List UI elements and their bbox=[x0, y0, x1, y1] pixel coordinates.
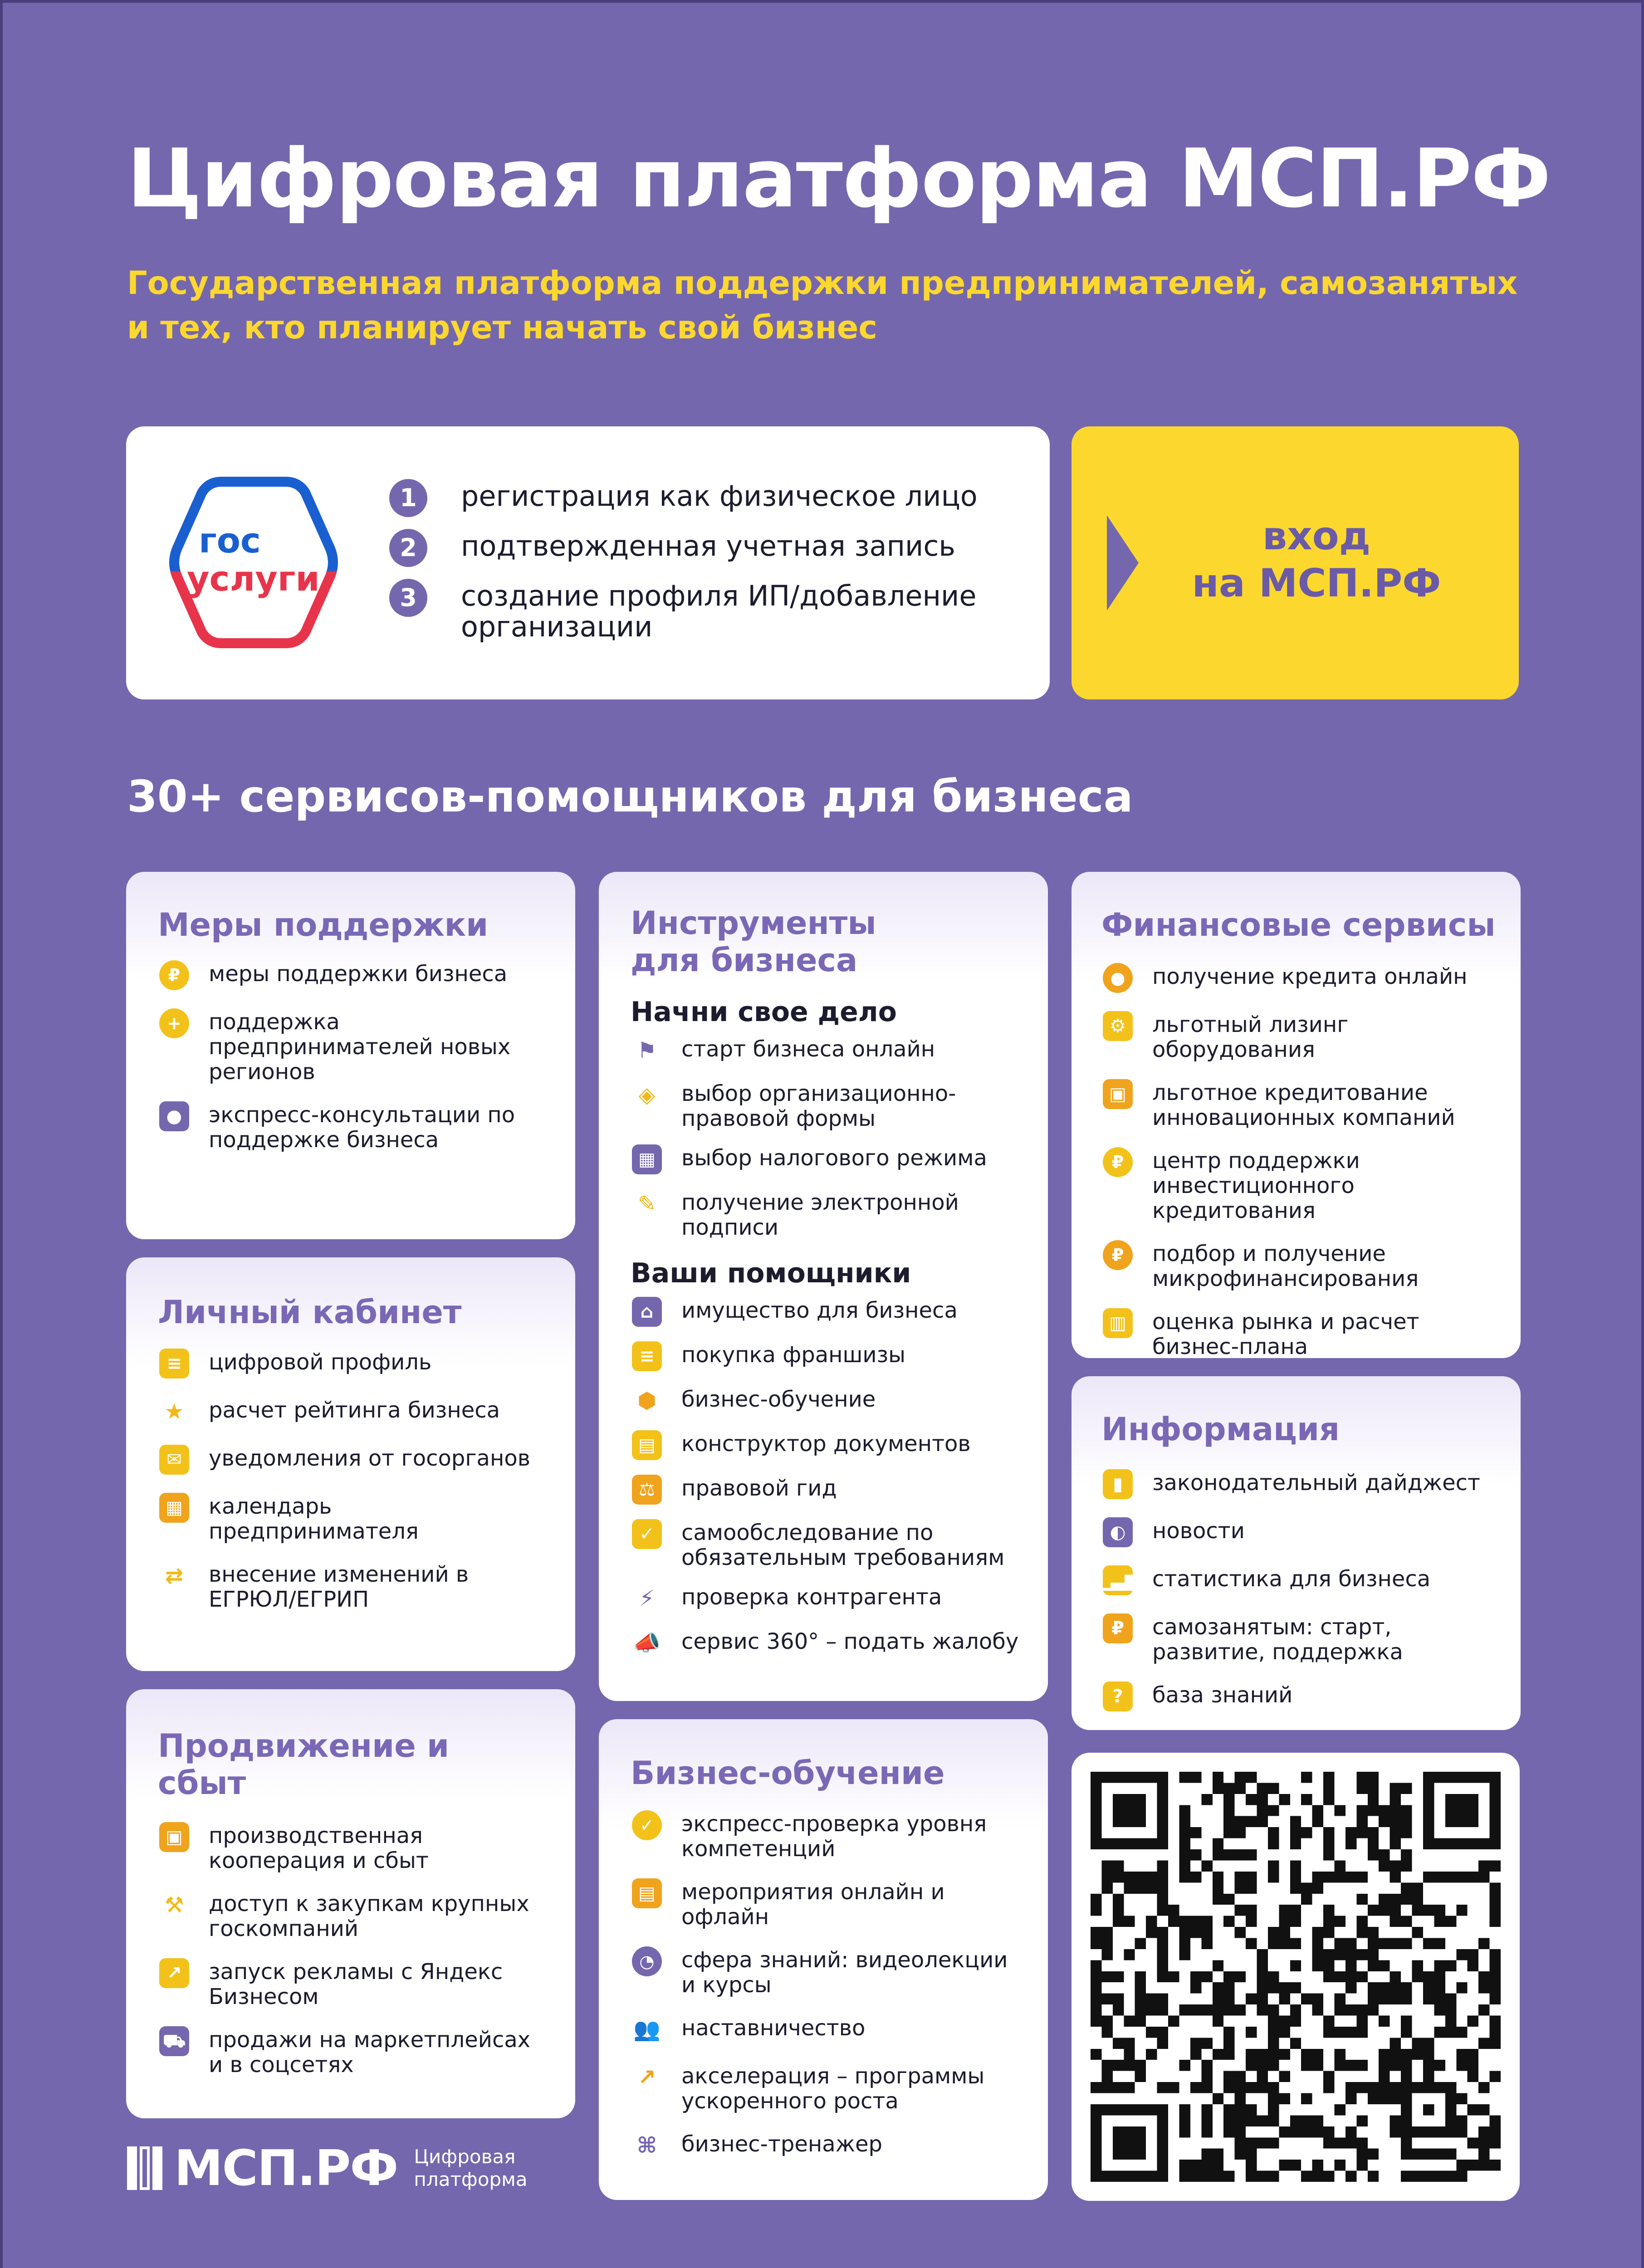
gosuslugi-logo-line2: услуги bbox=[187, 558, 320, 599]
list-item[interactable] bbox=[1101, 1080, 1502, 1130]
support-card bbox=[126, 872, 575, 1239]
step-text: создание профиля ИП/добавление организации bbox=[461, 579, 977, 643]
item-label: производственная кооперация и сбыт bbox=[209, 1823, 429, 1873]
list-item[interactable] bbox=[631, 1432, 1025, 1461]
promo-card bbox=[126, 1689, 575, 2118]
learning-card bbox=[599, 1719, 1048, 2200]
book-icon: ▮ bbox=[1101, 1468, 1134, 1501]
promo-title: Продвижение и сбыт bbox=[158, 1727, 450, 1802]
list-item[interactable] bbox=[631, 1880, 1025, 1930]
gosuslugi-logo-line1: гос bbox=[199, 520, 261, 561]
item-label: экспресс-проверка уровня компетенций bbox=[681, 1811, 987, 1862]
profile-card-icon: ≡ bbox=[158, 1347, 191, 1380]
bar-chart-icon: ▁▃▆ bbox=[1101, 1564, 1134, 1597]
list-item[interactable] bbox=[1101, 1471, 1502, 1501]
list-item[interactable] bbox=[1101, 1683, 1502, 1713]
list-item[interactable] bbox=[158, 1562, 548, 1612]
item-label: льготный лизинг оборудования bbox=[1152, 1012, 1349, 1062]
event-calendar-icon: ▤ bbox=[631, 1877, 663, 1910]
megaphone-icon: 📣 bbox=[633, 1630, 661, 1656]
item-label: выбор налогового режима bbox=[681, 1145, 987, 1171]
consultation-icon: ● bbox=[158, 1100, 191, 1133]
step-text: подтвержденная учетная запись bbox=[461, 529, 955, 562]
document-exchange-icon: ⇄ bbox=[165, 1563, 184, 1589]
leasing-icon: ⚙ bbox=[1101, 1010, 1134, 1042]
list-item[interactable] bbox=[158, 1823, 548, 1873]
step-number: 3 bbox=[389, 579, 427, 617]
list-item[interactable] bbox=[631, 2064, 1025, 2114]
qr-card bbox=[1072, 1753, 1520, 2201]
list-item[interactable] bbox=[631, 1812, 1025, 1862]
item-label: самообследование по обязательным требованиям bbox=[681, 1520, 1005, 1570]
step-item bbox=[389, 531, 1024, 562]
msp-logo-mark-icon bbox=[127, 2146, 162, 2190]
medal-icon: ₽ bbox=[158, 959, 191, 992]
item-label: бизнес-тренажер bbox=[681, 2131, 882, 2157]
qr-code[interactable] bbox=[1091, 1772, 1501, 2182]
item-label: экспресс-консультации по поддержке бизнеса bbox=[209, 1102, 515, 1153]
item-label: база знаний bbox=[1152, 1682, 1293, 1708]
pie-chart-icon: ◔ bbox=[631, 1945, 663, 1978]
list-item[interactable] bbox=[1096, 1566, 1502, 1597]
footer-logo bbox=[127, 2141, 550, 2195]
item-label: запуск рекламы с Яндекс Бизнесом bbox=[209, 1959, 503, 2009]
tools-card bbox=[599, 872, 1048, 1701]
list-item[interactable] bbox=[631, 1629, 1025, 1659]
start-business-subtitle: Начни свое дело bbox=[631, 996, 897, 1028]
item-label: проверка контрагента bbox=[681, 1584, 942, 1610]
item-label: правовой гид bbox=[681, 1476, 837, 1501]
info-title: Информация bbox=[1101, 1411, 1340, 1448]
item-label: выбор организационно-правовой формы bbox=[681, 1081, 956, 1131]
list-item[interactable] bbox=[631, 1948, 1025, 1998]
footer-tagline: Цифровая платформа bbox=[414, 2146, 528, 2190]
item-label: имущество для бизнеса bbox=[681, 1298, 958, 1323]
gosuslugi-logo bbox=[167, 472, 339, 653]
item-label: поддержка предпринимателей новых регионов bbox=[209, 1009, 511, 1085]
news-icon: ◐ bbox=[1101, 1516, 1134, 1549]
coin-icon: ● bbox=[1101, 962, 1134, 994]
list-item[interactable] bbox=[1101, 1012, 1502, 1062]
hexagon-icon: ⬢ bbox=[637, 1388, 656, 1413]
item-label: новости bbox=[1152, 1518, 1245, 1544]
item-label: подбор и получение микрофинансирования bbox=[1152, 1241, 1419, 1291]
network-icon: ⌘ bbox=[636, 2132, 657, 2158]
item-label: покупка франшизы bbox=[681, 1342, 906, 1368]
badge-check-icon: ✓ bbox=[631, 1809, 663, 1842]
list-item[interactable] bbox=[158, 1892, 548, 1941]
list-item[interactable] bbox=[631, 2132, 1025, 2162]
item-label: продажи на маркетплейсах и в соцсетях bbox=[209, 2027, 531, 2077]
gavel-icon: ⚒ bbox=[164, 1892, 184, 1918]
enter-msp-button[interactable] bbox=[1072, 426, 1519, 699]
list-item[interactable] bbox=[158, 2028, 548, 2077]
step-item bbox=[389, 581, 1024, 642]
cabinet-title: Личный кабинет bbox=[158, 1294, 462, 1331]
item-label: получение кредита онлайн bbox=[1152, 964, 1468, 989]
item-label: оценка рынка и расчет бизнес-плана bbox=[1152, 1309, 1419, 1359]
property-icon: ⌂ bbox=[631, 1295, 663, 1328]
item-label: статистика для бизнеса bbox=[1152, 1566, 1431, 1592]
growth-chart-icon: ↗ bbox=[158, 1957, 191, 1989]
self-employed-icon: ₽ bbox=[1101, 1612, 1134, 1645]
item-label: конструктор документов bbox=[681, 1431, 971, 1457]
tools-title: Инструменты для бизнеса bbox=[631, 904, 876, 979]
page-title: Цифровая платформа МСП.РФ bbox=[127, 132, 1551, 225]
list-item[interactable] bbox=[631, 1298, 1025, 1328]
usb-key-icon: ✎ bbox=[637, 1191, 656, 1217]
franchise-icon: ≡ bbox=[631, 1340, 663, 1373]
item-label: старт бизнеса онлайн bbox=[681, 1036, 935, 1062]
location-pin-icon: + bbox=[158, 1007, 191, 1040]
finance-title: Финансовые сервисы bbox=[1101, 906, 1496, 943]
mentor-icon: 👥 bbox=[633, 2016, 661, 2042]
list-item[interactable] bbox=[631, 1146, 1025, 1176]
chip-icon: ▣ bbox=[1101, 1078, 1134, 1110]
gosuslugi-card bbox=[126, 426, 1050, 699]
step-number: 2 bbox=[389, 529, 427, 567]
support-title: Меры поддержки bbox=[158, 906, 489, 943]
enter-button-line2: на МСП.РФ bbox=[1192, 561, 1441, 606]
calculator-icon: ▦ bbox=[631, 1143, 663, 1176]
list-item[interactable] bbox=[631, 1037, 1025, 1067]
list-item[interactable] bbox=[631, 1585, 1025, 1615]
page-subtitle: Государственная платформа поддержки предпринимателей, самозанятых и тех, кто планирует начать свой бизнес bbox=[127, 264, 1518, 346]
list-item[interactable] bbox=[158, 1103, 548, 1153]
document-builder-icon: ▤ bbox=[631, 1429, 663, 1461]
item-label: получение электронной подписи bbox=[681, 1190, 959, 1240]
arrow-right-icon bbox=[1107, 515, 1139, 611]
list-item[interactable] bbox=[631, 1387, 1025, 1417]
list-item[interactable] bbox=[631, 1190, 1025, 1240]
lightning-icon: ⚡ bbox=[639, 1585, 655, 1611]
question-book-icon: ? bbox=[1101, 1680, 1134, 1713]
emblem-icon: ✉ bbox=[158, 1443, 191, 1476]
star-icon: ★ bbox=[164, 1398, 184, 1424]
item-label: мероприятия онлайн и офлайн bbox=[681, 1879, 945, 1930]
services-heading: 30+ сервисов-помощников для бизнеса bbox=[127, 771, 1133, 822]
list-item[interactable] bbox=[1101, 1519, 1502, 1549]
list-item[interactable] bbox=[1101, 1615, 1502, 1665]
step-number: 1 bbox=[389, 479, 427, 517]
step-item bbox=[389, 481, 1024, 512]
list-item[interactable] bbox=[158, 1350, 548, 1380]
item-label: центр поддержки инвестиционного кредитования bbox=[1152, 1148, 1360, 1223]
learning-title: Бизнес-обучение bbox=[631, 1755, 945, 1792]
layers-icon: ◈ bbox=[638, 1082, 656, 1108]
footer-brand: МСП.РФ bbox=[174, 2140, 398, 2197]
arrow-up-right-icon: ↗ bbox=[637, 2064, 656, 2090]
scales-icon: ⚖ bbox=[631, 1473, 663, 1506]
helpers-subtitle: Ваши помощники bbox=[631, 1257, 911, 1289]
steps-list bbox=[389, 481, 1024, 661]
list-item[interactable] bbox=[158, 1494, 548, 1544]
item-label: цифровой профиль bbox=[209, 1349, 432, 1375]
list-item[interactable] bbox=[1101, 1149, 1502, 1223]
step-text: регистрация как физическое лицо bbox=[461, 479, 978, 513]
list-item[interactable] bbox=[158, 1960, 548, 2009]
enter-button-label bbox=[1135, 513, 1498, 607]
cabinet-card bbox=[126, 1257, 575, 1671]
shopping-cart-icon: ⛟ bbox=[158, 2025, 191, 2058]
list-item[interactable] bbox=[158, 962, 548, 992]
ruble-hand-icon: ₽ bbox=[1101, 1239, 1134, 1271]
boxes-icon: ▣ bbox=[158, 1821, 191, 1853]
item-label: наставничество bbox=[681, 2015, 866, 2041]
info-card bbox=[1072, 1376, 1521, 1730]
item-label: расчет рейтинга бизнеса bbox=[209, 1398, 500, 1423]
list-item[interactable] bbox=[631, 1343, 1025, 1373]
item-label: внесение изменений в ЕГРЮЛ/ЕГРИП bbox=[209, 1562, 469, 1612]
finance-card bbox=[1072, 872, 1521, 1358]
list-item[interactable] bbox=[1101, 1242, 1502, 1291]
list-item[interactable] bbox=[631, 1081, 1025, 1131]
item-label: сфера знаний: видеолекции и курсы bbox=[681, 1947, 1008, 1998]
item-label: льготное кредитование инновационных компаний bbox=[1152, 1080, 1455, 1130]
item-label: акселерация – программы ускоренного роста bbox=[681, 2063, 985, 2114]
list-item[interactable] bbox=[158, 1010, 548, 1085]
list-item[interactable] bbox=[631, 1520, 1025, 1570]
item-label: доступ к закупкам крупных госкомпаний bbox=[209, 1891, 529, 1941]
item-label: самозанятым: старт, развитие, поддержка bbox=[1152, 1614, 1403, 1665]
enter-button-line1: вход bbox=[1262, 513, 1371, 559]
business-plan-icon: ▥ bbox=[1101, 1307, 1134, 1339]
item-label: уведомления от госорганов bbox=[209, 1446, 530, 1471]
checklist-icon: ✓ bbox=[631, 1518, 663, 1550]
list-item[interactable] bbox=[1101, 964, 1502, 994]
list-item[interactable] bbox=[1101, 1310, 1502, 1359]
list-item[interactable] bbox=[158, 1398, 548, 1428]
item-label: календарь предпринимателя bbox=[209, 1494, 419, 1544]
item-label: бизнес-обучение bbox=[681, 1387, 876, 1412]
ruble-bubble-icon: ₽ bbox=[1101, 1146, 1134, 1178]
item-label: сервис 360° – подать жалобу bbox=[681, 1629, 1019, 1654]
list-item[interactable] bbox=[631, 2016, 1025, 2046]
item-label: законодательный дайджест bbox=[1152, 1470, 1480, 1496]
item-label: меры поддержки бизнеса bbox=[209, 961, 508, 987]
list-item[interactable] bbox=[631, 1476, 1025, 1506]
calendar-icon: ▦ bbox=[158, 1491, 191, 1524]
flag-icon: ⚑ bbox=[637, 1037, 657, 1063]
list-item[interactable] bbox=[158, 1446, 548, 1476]
